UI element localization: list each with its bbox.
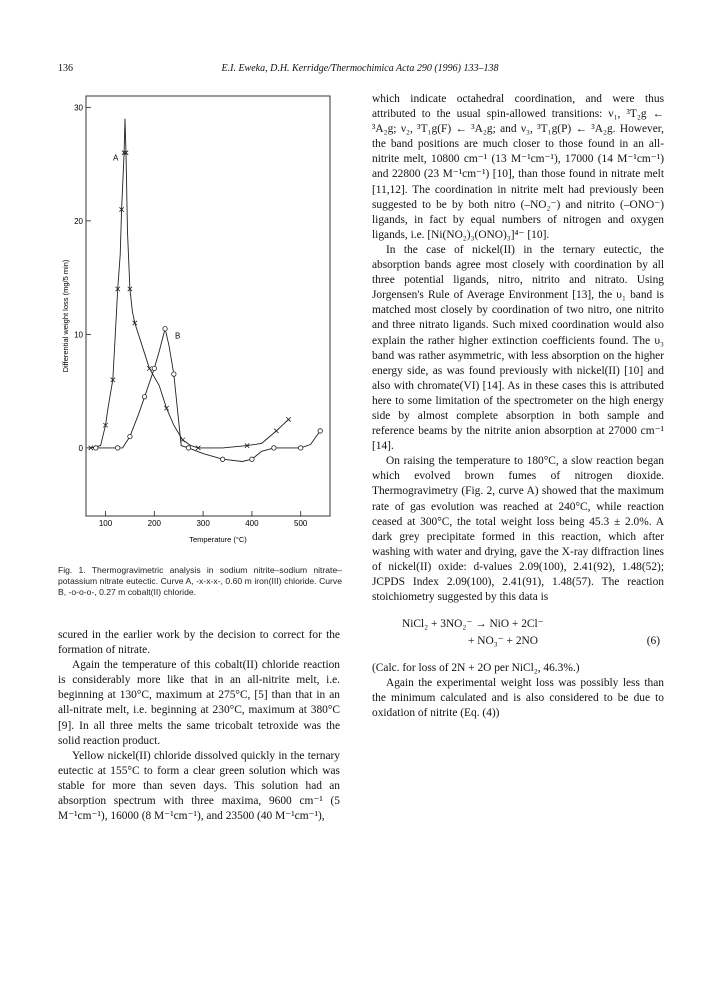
equation-line: NiCl₂ + 3NO₂⁻ → NiO + 2Cl⁻ <box>402 618 544 631</box>
figure-caption: Fig. 1. Thermogravimetric analysis in sodium nitrite–sodium nitrate–potassium nitrate eutectic. Curve A, -x-x-x-, 0.60 m iron(III) chloride. Curve B, -o-o-o-, 0.27 m cobalt(II) chloride. <box>58 565 342 597</box>
left-column <box>58 628 340 824</box>
plot-frame <box>86 96 330 516</box>
series-a-point <box>286 417 290 421</box>
paragraph: which indicate octahedral coordination, and were thus attributed to the usual spin-allowed transitions: ν₁, ³T₂g ← ³A₂g; ν₂, ³T₁g(F) ← ³A₂g; and ν₃, ³T₁g(P) ← ³A₂g. However, the band positions are much closer to those found in an all-nitrite melt, 10800 cm⁻¹ (13 M⁻¹cm⁻¹), 17000 (14 M⁻¹cm⁻¹) and 22800 (23 M⁻¹cm⁻¹) [10], than those found in nitrate melt [11,12]. The coordination in nitrite melt had previously been suggested to be by both nitro (–NO₂⁻) and nitrito (–ONO⁻) ligands, in fact by equal numbers of nitrogen and oxygen ligands, i.e. [Ni(NO₂)₃(ONO)₃]⁴⁻ [10]. <box>372 93 664 241</box>
series-b-point <box>272 446 276 450</box>
series-b-line <box>96 329 320 462</box>
figure-1 <box>58 92 340 552</box>
y-tick-label: 0 <box>78 443 83 453</box>
series-b-point <box>299 446 303 450</box>
x-tick-label: 100 <box>98 519 113 528</box>
x-tick-label: 300 <box>196 519 210 528</box>
paragraph: Yellow nickel(II) chloride dissolved quickly in the ternary eutectic at 155°C to form a clear green solution which was stable for more than seven days. This solution had an absorption spectrum with three maxima, 9600 cm⁻¹ (5 M⁻¹cm⁻¹), 16000 (8 M⁻¹cm⁻¹), and 23500 (40 M⁻¹cm⁻¹), <box>58 749 340 823</box>
series-a-point <box>274 429 278 433</box>
series-b-point <box>116 446 120 450</box>
series-b-point <box>318 429 322 433</box>
x-tick-label: 400 <box>245 519 259 528</box>
x-tick-label: 200 <box>147 519 161 528</box>
series-a-line <box>91 119 289 448</box>
x-tick-label: 500 <box>294 519 308 528</box>
equation-6 <box>372 617 664 653</box>
paragraph: scured in the earlier work by the decision to correct for the formation of nitrate. <box>58 629 340 657</box>
series-b-point <box>186 446 190 450</box>
series-b-point <box>163 327 167 331</box>
series-b-point <box>94 446 98 450</box>
x-axis-label: Temperature (°C) <box>189 535 247 544</box>
running-title: E.I. Eweka, D.H. Kerridge/Thermochimica Acta 290 (1996) 133–138 <box>221 63 499 74</box>
series-a-label: A <box>113 153 119 163</box>
right-column <box>372 92 664 722</box>
series-b-point <box>220 457 224 461</box>
paragraph: (Calc. for loss of 2N + 2O per NiCl₂, 46.3%.) <box>372 662 580 675</box>
y-tick-label: 20 <box>74 216 83 226</box>
series-b-point <box>142 395 146 399</box>
series-b-point <box>250 457 254 461</box>
series-b-label: B <box>175 331 181 341</box>
running-header <box>50 63 670 79</box>
series-a-point <box>164 406 168 410</box>
equation-line: + NO₃⁻ + 2NO <box>468 635 538 648</box>
paragraph: On raising the temperature to 180°C, a slow reaction began which evolved brown fumes of nitrogen dioxide. Thermogravimetry (Fig. 2, curve A) showed that the maximum rate of gas evolution was reached at 240°C, while reaction ceased at 300°C, the total weight loss being 45.3 ± 2.0%. A dark grey precipitate formed in this reaction, which after washing with water and drying, gave the X-ray diffraction lines of nickel(II) oxide: d-values 2.09(100), 2.41(92), 1.48(52); JCPDS Index 2.09(100), 2.41(91), 1.48(57). The reaction stoichiometry suggested by this data is <box>372 455 664 604</box>
paragraph: Again the experimental weight loss was possibly less than the minimum calculated and is also considered to be due to oxidation of nitrite (Eq. (4)) <box>372 677 664 720</box>
y-tick-label: 10 <box>74 330 83 340</box>
series-b-point <box>128 434 132 438</box>
equation-number: (6) <box>646 635 660 648</box>
series-b-point <box>172 372 176 376</box>
series-a-point <box>147 366 151 370</box>
paragraph: In the case of nickel(II) in the ternary eutectic, the absorption bands agree most closely with coordination by all three potential ligands, nitro, nitrito and nitrato. Using Jorgensen's Rule of Average Environment [13], the υ₁ band is matched most closely by coordination of two nitro, one nitrito and three nitrato ligands. Such mixed coordination would also explain the rather higher extinction coefficients found. The υ₃ band was rather asymmetric, with less absorption on the higher energy side, as was found previously with nickel(II) [10] and also with chromate(VI) [14]. As in these cases this is attributed here to some limitation of the spectrometer on the high energy side by almost complete absorption in both sample and reference beams by the nitrite anion absorption at 27000 cm⁻¹ [14]. <box>372 243 664 453</box>
tga-chart <box>58 92 340 552</box>
page-number: 136 <box>58 63 73 74</box>
paragraph: Again the temperature of this cobalt(II) chloride reaction is considerably more like that in an all-nitrite melt, i.e. beginning at 130°C, maximum at 275°C, [5] than that in an all-nitrate melt, i.e. beginning at 230°C, maximum at 380°C [9]. In all three melts the same tricobalt tetroxide was the solid reaction product. <box>58 659 340 747</box>
y-tick-label: 30 <box>74 103 83 113</box>
y-axis-label: Differential weight loss (mg/5 min) <box>61 259 70 373</box>
series-b-point <box>152 366 156 370</box>
